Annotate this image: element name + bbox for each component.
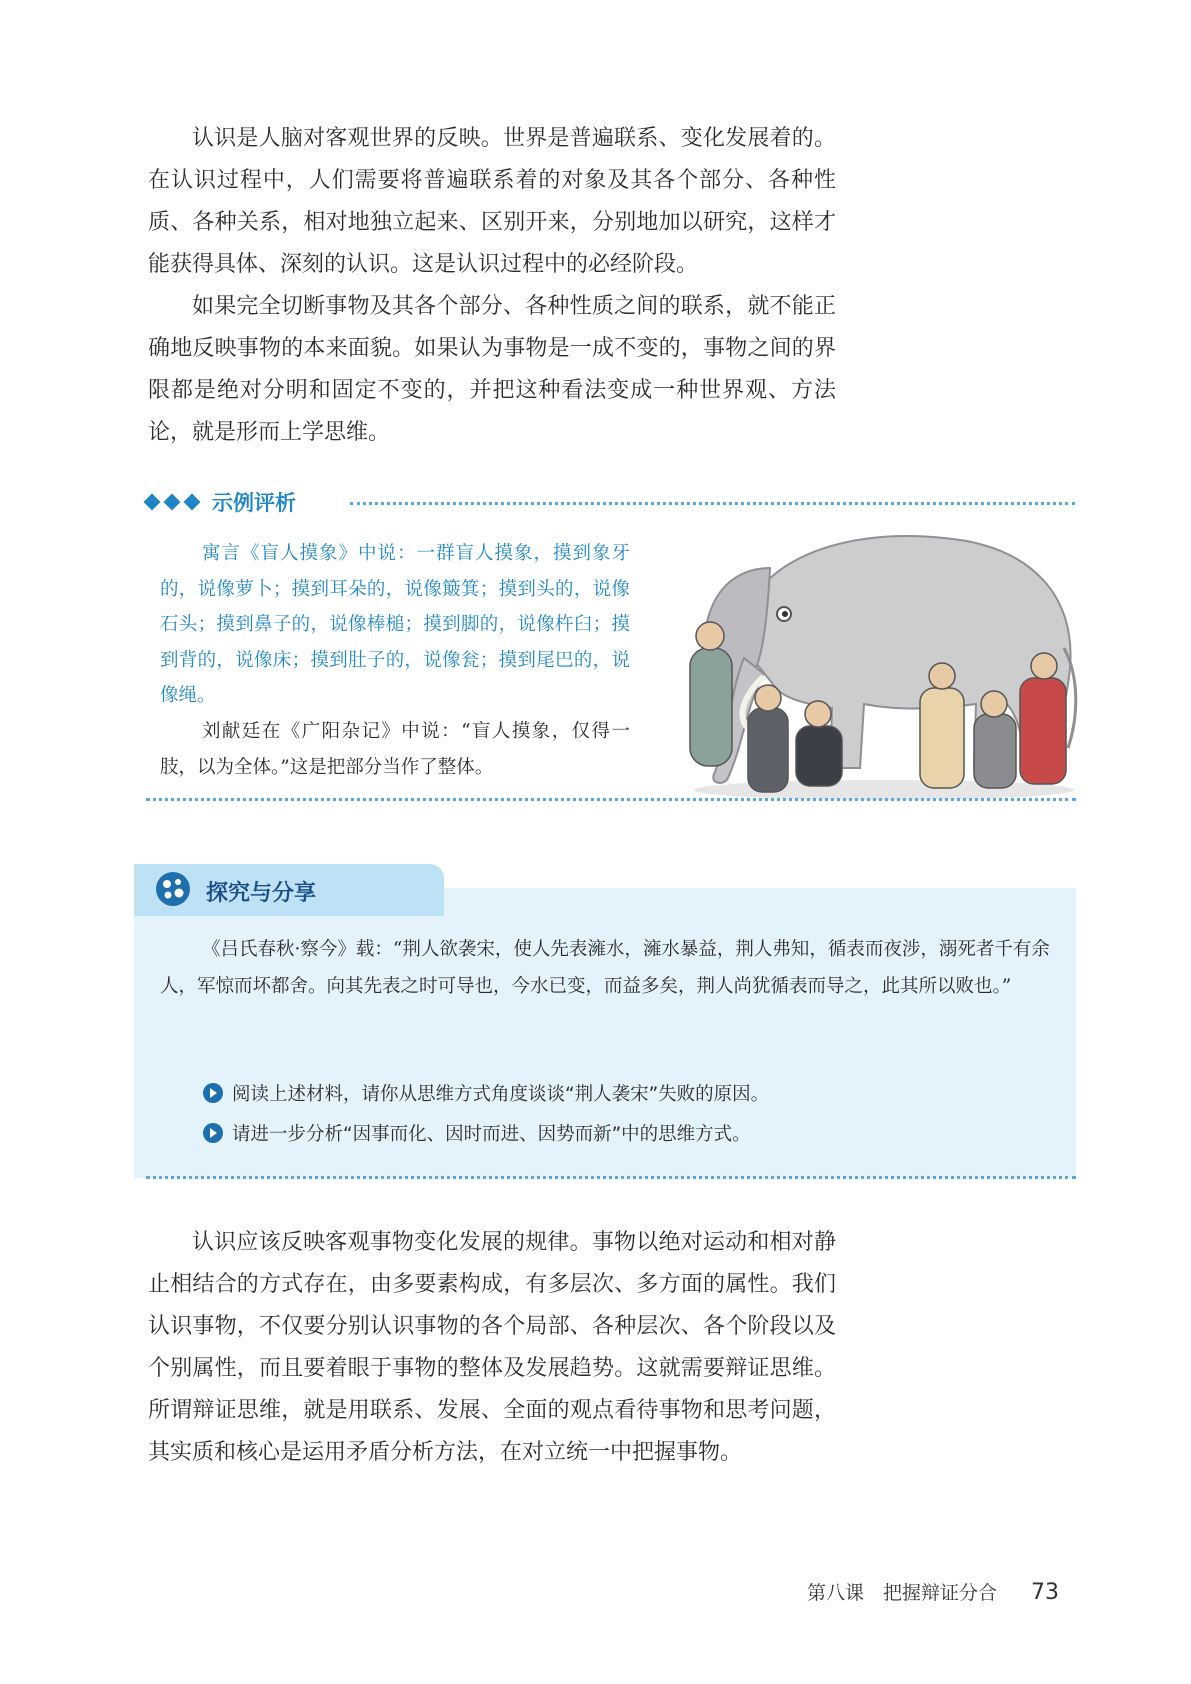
body-paragraph-2: 如果完全切断事物及其各个部分、各种性质之间的联系，就不能正确地反映事物的本来面貌。如果认为事物是一成不变的，事物之间的界限都是绝对分明和固定不变的，并把这种看法变成一种世界观、方法论，就是形而上学思维。 [148,294,836,445]
arrow-bullet-icon [202,1122,224,1144]
arrow-bullet-icon [202,1082,224,1104]
diamond-icon [144,494,161,511]
globe-icon [156,872,190,906]
question-item [202,1120,751,1146]
dotted-divider [350,502,1075,505]
lesson-title: 第八课 把握辩证分合 [806,1582,997,1604]
example-text-commentary: 刘献廷在《广阳杂记》中说：“盲人摸象，仅得一肢，以为全体。”这是把部分当作了整体。 [160,721,630,778]
diamond-icon [164,494,181,511]
dotted-divider [146,1176,1076,1179]
question-text: 请进一步分析“因事而化、因时而进、因势而新”中的思维方式。 [232,1124,751,1145]
blind-men-elephant-illustration [684,528,1084,800]
diamond-icon [184,494,201,511]
body-paragraph-1: 认识是人脑对客观世界的反映。世界是普遍联系、变化发展着的。在认识过程中，人们需要将普遍联系着的对象及其各个部分、各种性质、各种关系，相对地独立起来、区别开来，分别地加以研究，这样才能获得具体、深刻的认识。这是认识过程中的必经阶段。 [148,126,836,277]
question-text: 阅读上述材料，请你从思维方式角度谈谈“荆人袭宋”失败的原因。 [232,1084,770,1105]
page-number: 73 [1031,1580,1059,1605]
dotted-divider [146,798,1076,801]
example-title: 示例评析 [212,491,296,515]
body-paragraph-3: 认识应该反映客观事物变化发展的规律。事物以绝对运动和相对静止相结合的方式存在，由多要素构成，有多层次、多方面的属性。我们认识事物，不仅要分别认识事物的各个局部、各种层次、各个阶段以及个别属性，而且要着眼于事物的整体及发展趋势。这就需要辩证思维。所谓辩证思维，就是用联系、发展、全面的观点看待事物和思考问题，其实质和核心是运用矛盾分析方法，在对立统一中把握事物。 [148,1230,836,1465]
explore-title: 探究与分享 [206,881,317,906]
explore-quote: 《吕氏春秋·察今》载：“荆人欲袭宋，使人先表澭水，澭水暴益，荆人弗知，循表而夜涉，溺死者千有余人，军惊而坏都舍。向其先表之时可导也，今水已变，而益多矣，荆人尚犹循表而导之，此其所以败也。” [160,939,1050,997]
question-item [202,1080,769,1106]
example-text-fable: 寓言《盲人摸象》中说：一群盲人摸象，摸到象牙的，说像萝卜；摸到耳朵的，说像簸箕；摸到头的，说像石头；摸到鼻子的，说像棒槌；摸到脚的，说像杵臼；摸到背的，说像床；摸到肚子的，说像瓮；摸到尾巴的，说像绳。 [160,543,630,707]
example-heading [146,484,296,520]
page-footer [807,1578,1059,1605]
